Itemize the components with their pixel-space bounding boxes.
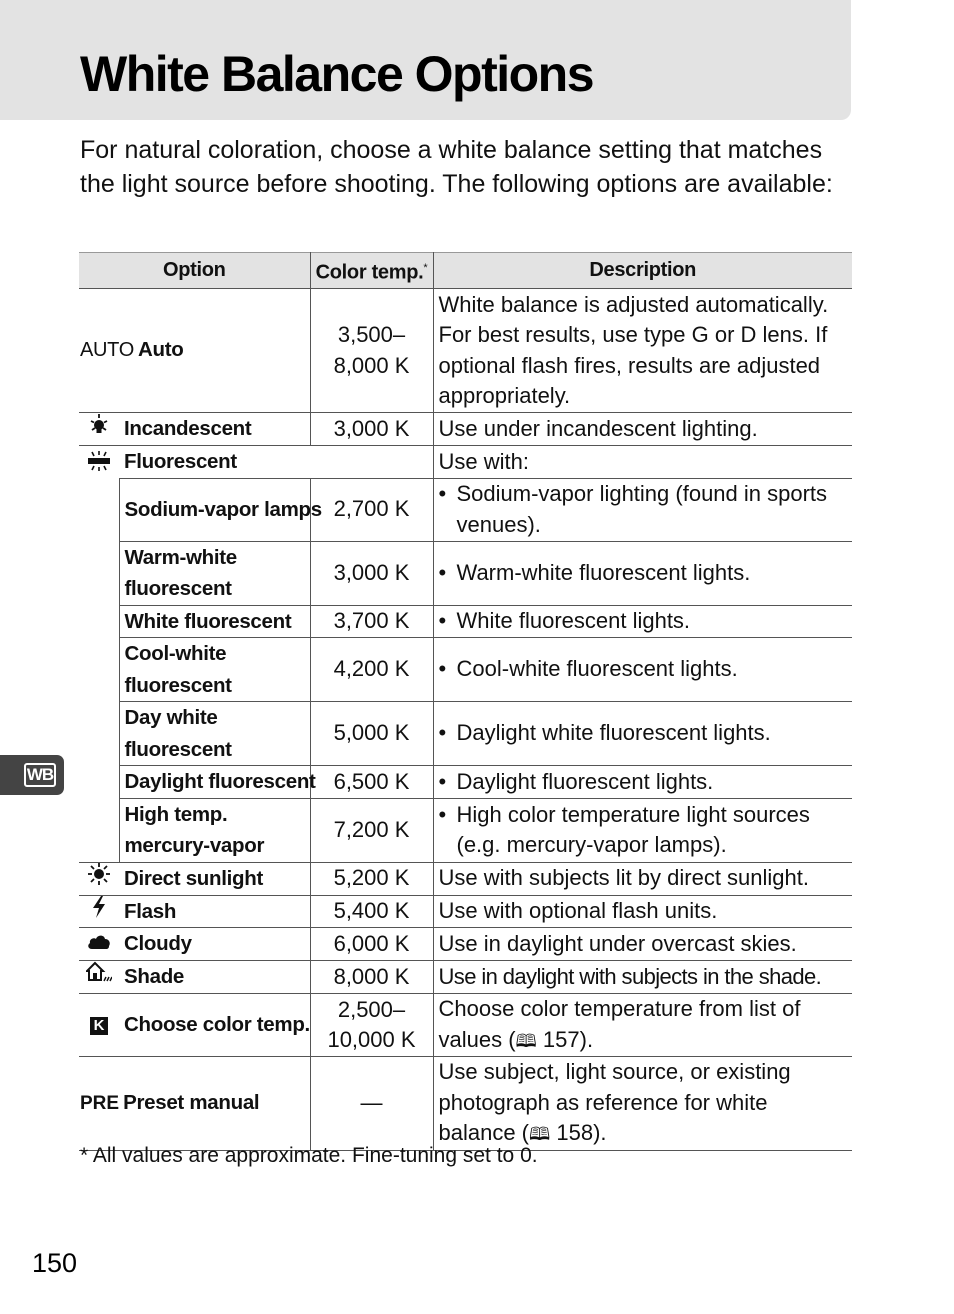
intro-paragraph: For natural coloration, choose a white balance setting that matches the light source before shooting. The following options are available:: [80, 136, 833, 198]
white-balance-table: [79, 252, 852, 1151]
color-temp: 8,000 K: [310, 961, 433, 994]
cloud-icon: [79, 928, 119, 961]
color-temp: 5,200 K: [310, 862, 433, 895]
option-name: Cloudy: [124, 932, 192, 956]
desc-text: ).: [579, 1026, 594, 1052]
table-row: [79, 862, 852, 895]
table-row: [79, 895, 852, 928]
k-box-letter: K: [90, 1017, 108, 1035]
book-icon: 🕮: [529, 1124, 551, 1145]
color-temp: 2,700 K: [310, 478, 433, 541]
description: [433, 541, 852, 605]
description: [433, 994, 852, 1057]
color-temp: —: [310, 1057, 433, 1151]
description: White balance is adjusted automatically. For best results, use type G or D lens. If optional flash fires, results are adjusted appropriately.: [433, 289, 852, 413]
header-color-temp-label: Color temp.: [315, 261, 424, 284]
bullet: •: [438, 720, 447, 746]
bullet-text: Daylight fluorescent lights.: [456, 768, 714, 794]
color-temp: 6,000 K: [310, 928, 433, 961]
option-daylight-fluorescent: [119, 766, 316, 799]
description: [433, 766, 852, 799]
table-row: [79, 766, 852, 799]
description: [433, 1057, 852, 1151]
desc-text: Choose color temperature from list of values (: [438, 996, 801, 1052]
footnote: * All values are approximate. Fine-tuning set to 0.: [80, 1144, 538, 1167]
table-row: [79, 1057, 852, 1151]
option-name: Choose color temp.: [124, 1013, 310, 1037]
description: Use with subjects lit by direct sunlight.: [433, 862, 852, 895]
page-ref[interactable]: 157: [542, 1026, 580, 1052]
page-number: 150: [32, 1248, 78, 1278]
header-color-temp-marker: *: [423, 262, 428, 274]
description: [433, 605, 852, 638]
table-row: [79, 289, 852, 413]
table-row: [79, 798, 852, 862]
option-name: Shade: [124, 965, 185, 989]
color-temp: 3,500– 8,000 K: [310, 289, 433, 413]
option-shade: [119, 961, 310, 994]
option-name: Auto: [138, 338, 184, 362]
pre-tag: PRE: [80, 1093, 120, 1115]
wb-tab-label: WB: [24, 763, 56, 787]
option-flash: [119, 895, 310, 928]
description: Use under incandescent lighting.: [433, 413, 852, 446]
auto-tag: AUTO: [80, 339, 134, 362]
color-temp: 2,500– 10,000 K: [310, 994, 433, 1057]
option-warm-white: [119, 541, 310, 605]
option-name: Incandescent: [124, 417, 252, 441]
option-auto: [79, 289, 310, 413]
option-name: Flash: [124, 899, 177, 923]
house-shade-icon: [79, 961, 119, 994]
page-title: White Balance Options: [80, 46, 594, 102]
desc-text: Use subject, light source, or existing photograph as reference for white balance (: [438, 1059, 791, 1146]
description: Use in daylight with subjects in the shade.: [433, 961, 852, 994]
color-temp: 5,000 K: [310, 702, 433, 766]
desc-text: ).: [593, 1120, 607, 1146]
option-cloudy: [119, 928, 310, 961]
color-temp: 5,400 K: [310, 895, 433, 928]
option-choose-color-temp: [119, 994, 310, 1057]
option-direct-sunlight: [119, 862, 310, 895]
table-row: [79, 994, 852, 1057]
fluorescent-tube-icon: [79, 446, 119, 863]
color-temp: 6,500 K: [310, 766, 433, 799]
k-box-icon: [79, 994, 119, 1057]
option-name: Day white fluorescent: [124, 706, 232, 761]
book-icon: 🕮: [515, 1030, 537, 1051]
color-temp: 3,000 K: [310, 541, 433, 605]
color-temp: 3,000 K: [310, 413, 433, 446]
option-name: High temp. mercury-vapor: [124, 802, 265, 858]
option-name: White fluorescent: [124, 609, 292, 633]
option-high-temp-mercury: [119, 798, 310, 862]
bullet: •: [438, 559, 447, 585]
bullet: •: [438, 481, 447, 507]
option-incandescent: [119, 413, 310, 446]
description: [433, 798, 852, 862]
table-row: [79, 928, 852, 961]
option-name: Daylight fluorescent: [124, 770, 316, 794]
option-name: Preset manual: [123, 1091, 260, 1115]
lightbulb-icon: [79, 413, 119, 446]
color-temp: 3,700 K: [310, 605, 433, 638]
table-row: [79, 541, 852, 605]
page-ref[interactable]: 158: [556, 1120, 594, 1146]
table-row: [79, 446, 852, 479]
option-cool-white: [119, 638, 310, 702]
bullet-text: Cool-white fluorescent lights.: [456, 656, 738, 682]
header-option: Option: [79, 253, 310, 289]
description: [433, 638, 852, 702]
table-row: [79, 961, 852, 994]
table-row: [79, 413, 852, 446]
table-row: [79, 702, 852, 766]
option-name: Warm-white fluorescent: [124, 545, 237, 601]
option-name: Direct sunlight: [124, 866, 264, 890]
description: Use with optional flash units.: [433, 895, 852, 928]
table-header-row: [79, 253, 852, 289]
wb-section-tab[interactable]: [0, 755, 64, 795]
bullet-text: High color temperature light sources (e.g. mercury-vapor lamps).: [456, 801, 810, 858]
table-row: [79, 638, 852, 702]
option-sodium-vapor: [119, 478, 322, 541]
bullet: •: [438, 801, 447, 827]
bullet-text: Sodium-vapor lighting (found in sports venues).: [456, 481, 828, 537]
description: Use in daylight under overcast skies.: [433, 928, 852, 961]
color-temp: 7,200 K: [310, 798, 433, 862]
description: Use with:: [433, 446, 852, 479]
option-name: Sodium-vapor lamps: [124, 497, 322, 521]
option-name: Cool-white fluorescent: [124, 642, 232, 697]
option-day-white: [119, 702, 310, 766]
option-name: Fluorescent: [124, 450, 237, 474]
description: [433, 702, 852, 766]
option-preset-manual: [79, 1057, 310, 1151]
description: [433, 478, 852, 541]
bullet: •: [438, 608, 447, 634]
color-temp: 4,200 K: [310, 638, 433, 702]
header-description: Description: [433, 253, 852, 289]
bullet-text: Warm-white fluorescent lights.: [456, 559, 751, 585]
bullet-text: White fluorescent lights.: [456, 608, 691, 634]
bullet: •: [438, 656, 447, 682]
bullet: •: [438, 768, 447, 794]
option-white-fluorescent: [119, 605, 310, 638]
sun-icon: [79, 862, 119, 895]
header-color-temp: [310, 253, 433, 289]
bullet-text: Daylight white fluorescent lights.: [456, 720, 771, 746]
lightning-bolt-icon: [79, 895, 119, 928]
option-fluorescent: [119, 446, 433, 479]
table-row: [79, 478, 852, 541]
table-row: [79, 605, 852, 638]
